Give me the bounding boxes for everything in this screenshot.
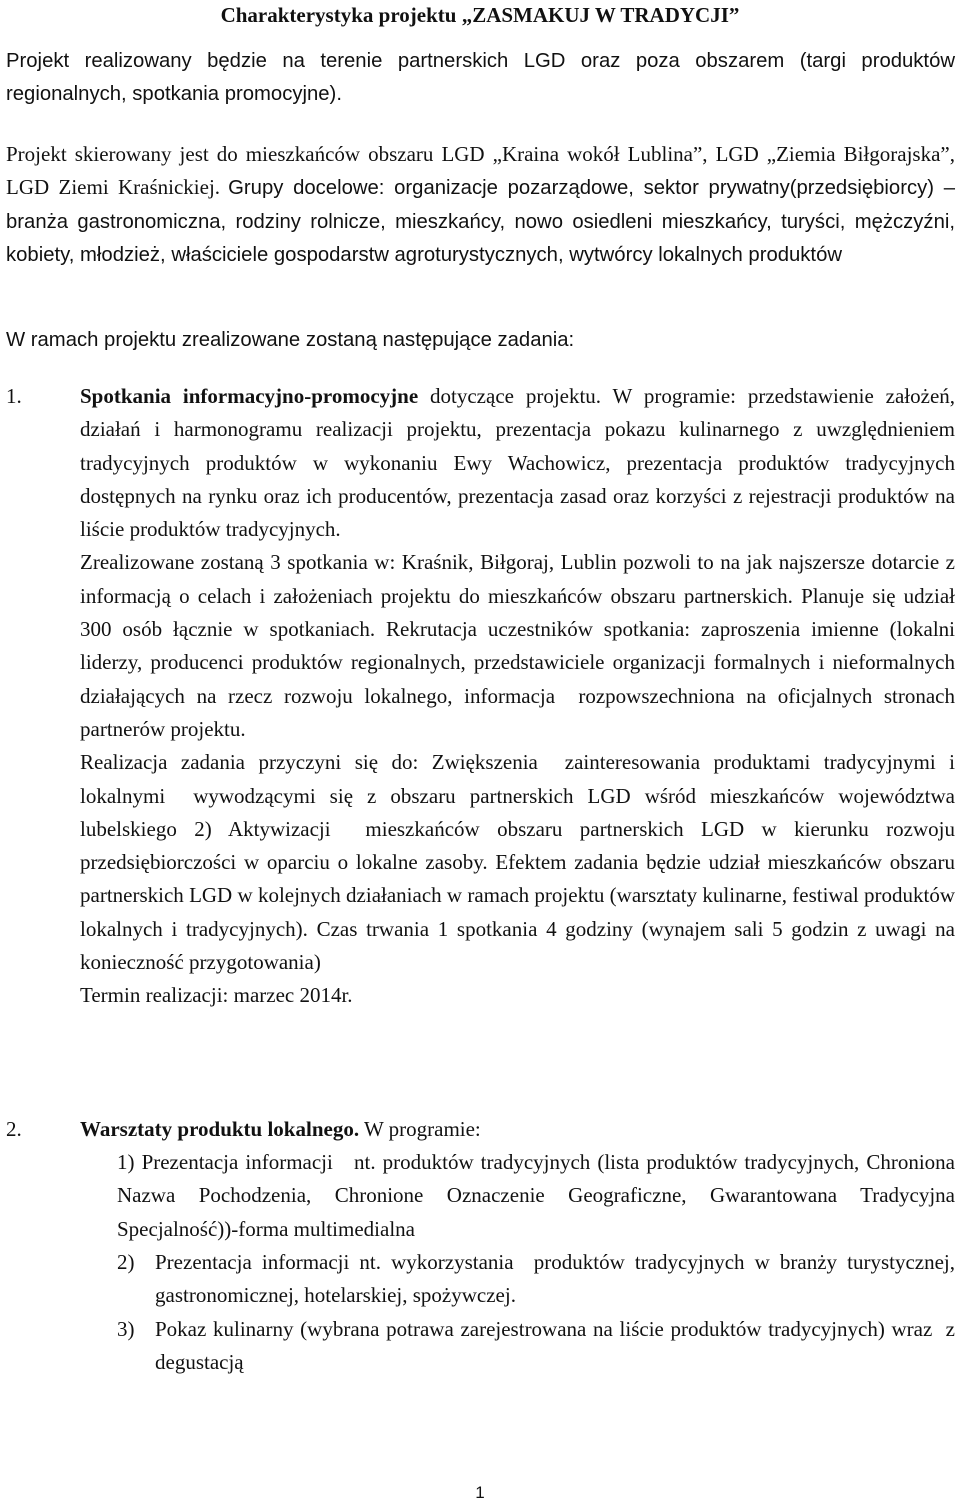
subitem-text: Prezentacja informacji nt. wykorzystania produktów tradycyjnych w branży turystycznej, gastronomicznej, hotelarskiej, spożywczej. bbox=[155, 1250, 955, 1308]
page-number: 1 bbox=[475, 1483, 485, 1502]
task-meetings-text: Zrealizowane zostaną 3 spotkania w: Kraśnik, Biłgoraj, Lublin pozwoli to na jak najszersze dotarcie z informacją o celach i założeniach projektu do mieszkańców obszaru partnerskich. Planuje się udział 300 osób łącznie w spotkaniach. Rekrutacja uczestników spotkania: zaproszenia imienne (lokalni liderzy, producenci produktów regionalnych, przedstawiciele organizacji formalnych i nieformalnych działających na rzecz rozwoju lokalnego, informacja rozpowszechniona na oficjalnych stronach partnerów projektu. bbox=[80, 550, 955, 741]
task-term: Termin realizacji: marzec 2014r. bbox=[80, 983, 353, 1008]
task-description: Spotkania informacyjno-promocyjne dotyczące projektu. W programie: przedstawienie założeń, działań i harmonogramu realizacji projektu, prezentacja pokazu kulinarnego z uwzględnieniem tradycyjnych produktów w wykonaniu Ewy Wachowicz, prezentacja produktów tradycyjnych dostępnych na rynku oraz ich producentów, prezentacja zasad oraz korzyści z rejestracji produktów na liście produktów tradycyjnych. bbox=[80, 384, 956, 542]
task-number: 2. bbox=[6, 1117, 22, 1141]
subitem-text: Prezentacja informacji nt. produktów tradycyjnych (lista produktów tradycyjnych, Chroniona Nazwa Pochodzenia, Chronione Oznaczenie Geograficzne, Gwarantowana Tradycyjna Specjalność))-forma multimedialna bbox=[117, 1150, 956, 1241]
subitem-number: 3) bbox=[117, 1317, 135, 1341]
subitem-text: Pokaz kulinarny (wybrana potrawa zarejestrowana na liście produktów tradycyjnych) wraz z degustacją bbox=[155, 1317, 955, 1375]
subitem-number: 2) bbox=[117, 1250, 135, 1274]
task-outcomes-text: Realizacja zadania przyczyni się do: Zwiększenia zainteresowania produktami tradycyjnymi i lokalnymi wywodzącymi się z obszaru partnerskich LGD wśród mieszkańców województwa lubelskiego 2) Aktywizacji mieszkańców obszaru partnerskich LGD w kierunku rozwoju przedsiębiorczości w oparciu o lokalne zasoby. Efektem zadania będzie udział mieszkańców obszaru partnerskich LGD w kolejnych działaniach w ramach projektu (warsztaty kulinarne, festiwal produktów lokalnych i tradycyjnych). Czas trwania 1 spotkania 4 godziny (wynajem sali 5 godzin z uwagi na konieczność przygotowania) bbox=[80, 750, 955, 975]
document-title: Charakterystyka projektu „ZASMAKUJ W TRADYCJI” bbox=[220, 3, 740, 27]
task-body: Warsztaty produktu lokalnego. W programie: bbox=[80, 1117, 481, 1141]
subitem-1 bbox=[117, 1146, 955, 1246]
target-groups-text: Grupy docelowe: organizacje pozarządowe, sektor prywatny(przedsiębiorcy) – branża gastronomiczna, rodziny rolnicze, mieszkańcy, nowo osiedleni mieszkańcy, turyści, mężczyźni, kobiety, młodzież, właściciele gospodarstw agroturystycznych, wytwórcy lokalnych produktów bbox=[6, 177, 955, 266]
task-heading: Warsztaty produktu lokalnego. bbox=[80, 1117, 360, 1141]
target-area-text: Projekt skierowany jest do mieszkańców obszaru LGD „Kraina wokół Lublina”, LGD „Ziemia Biłgorajska”, LGD Ziemi Kraśnickiej. bbox=[6, 142, 955, 200]
task-heading: Spotkania informacyjno-promocyjne bbox=[80, 384, 419, 408]
subitem-3 bbox=[117, 1313, 955, 1380]
target-paragraph bbox=[6, 138, 955, 272]
subitem-number: 1) bbox=[117, 1150, 135, 1174]
subitem-2 bbox=[117, 1246, 955, 1313]
task-body bbox=[80, 380, 955, 1013]
task-item-2 bbox=[6, 1113, 955, 1146]
task-item-1 bbox=[6, 380, 955, 1013]
tasks-intro: W ramach projektu zrealizowane zostaną następujące zadania: bbox=[6, 329, 575, 351]
task-number: 1. bbox=[6, 384, 22, 408]
intro-paragraph: Projekt realizowany będzie na terenie partnerskich LGD oraz poza obszarem (targi produktów regionalnych, spotkania promocyjne). bbox=[6, 50, 955, 106]
